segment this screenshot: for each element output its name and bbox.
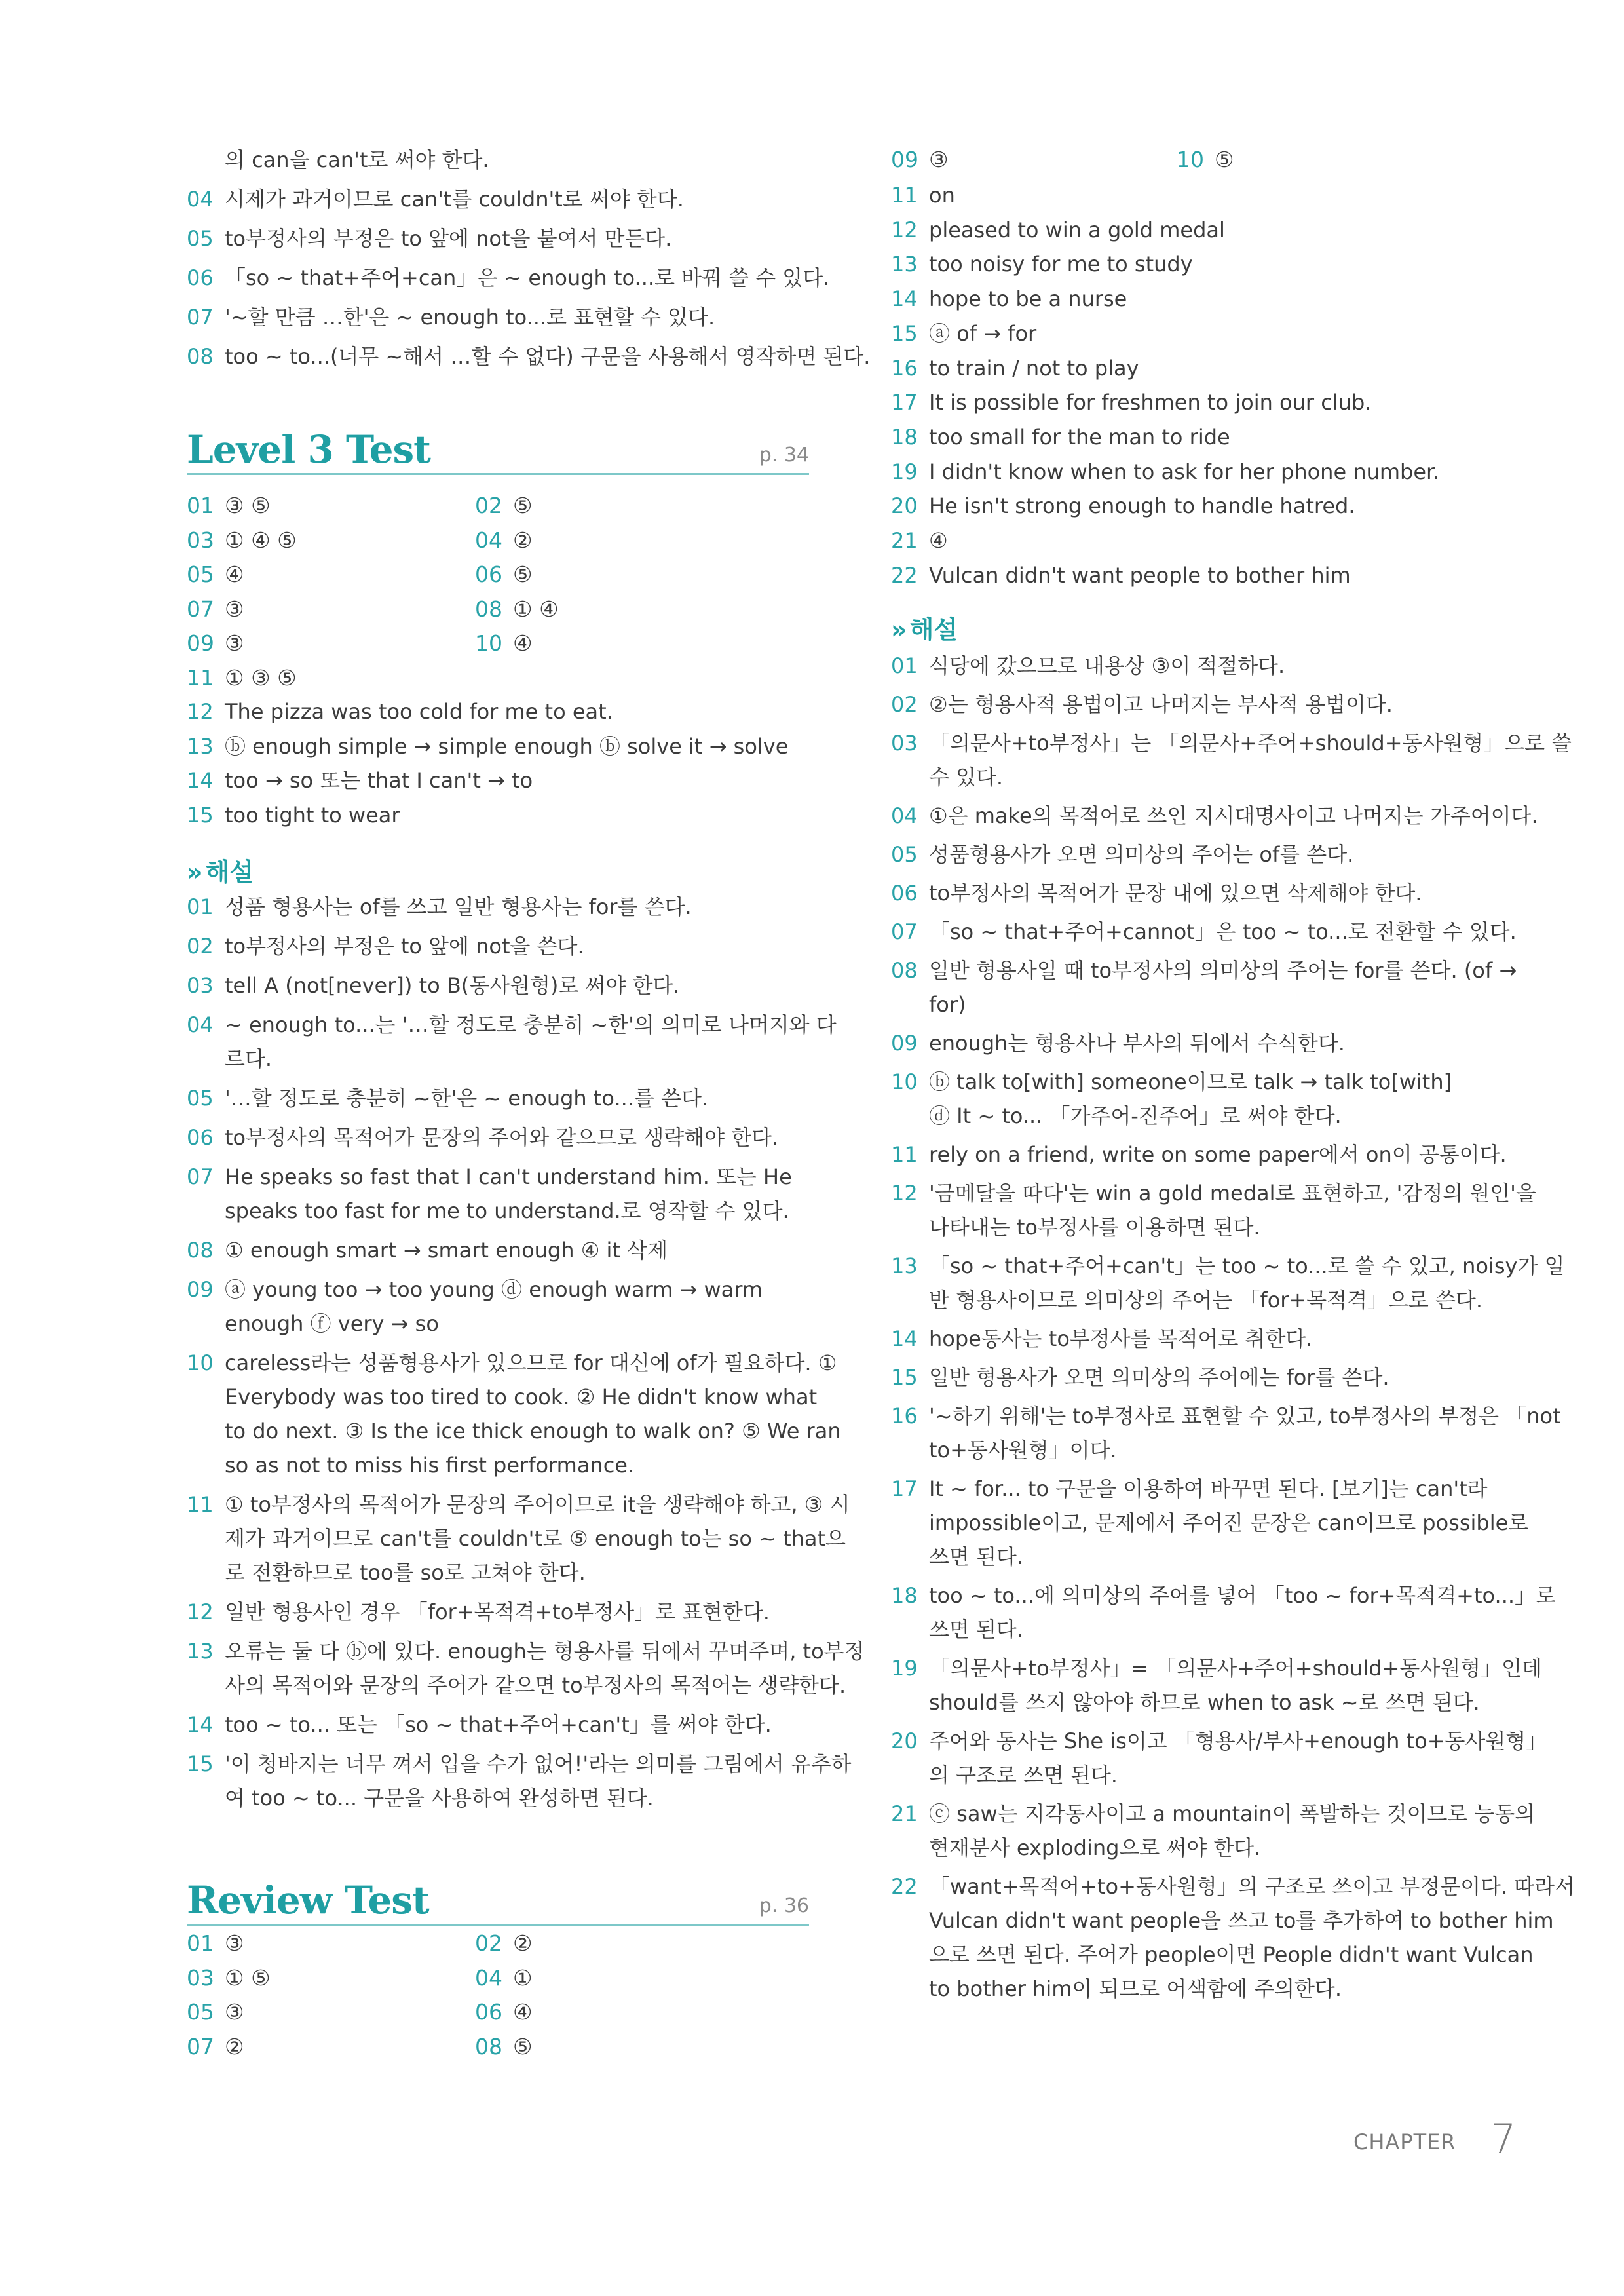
item-number: 21 [891, 1801, 918, 1826]
explanation-text: so as not to miss his first performance. [225, 1453, 635, 1478]
answer-item [187, 630, 244, 657]
answer-item [187, 1999, 244, 2025]
answer-number: 06 [475, 562, 502, 587]
answer-item [475, 2034, 533, 2060]
explanation-text: should를 쓰지 않아야 하므로 when to ask ~로 쓰면 된다. [929, 1690, 1480, 1715]
item-number: 10 [891, 1069, 918, 1094]
explanation-text: tell A (not[never]) to B(동사원형)로 써야 한다. [225, 973, 680, 998]
item-number: 06 [187, 265, 214, 290]
answer-text: ⓐ of → for [929, 320, 1037, 346]
explanation-text: 식당에 갔으므로 내용상 ③이 적절하다. [929, 653, 1285, 678]
answer-value: ④ [513, 1999, 533, 2025]
explanation-text: 성품 형용사는 of를 쓰고 일반 형용사는 for를 쓴다. [225, 894, 692, 919]
item-number: 12 [891, 1181, 918, 1206]
explanation-text: '~하기 위해'는 to부정사로 표현할 수 있고, to부정사의 부정은 「not [929, 1404, 1561, 1428]
explanation-text: 의 구조로 쓰면 된다. [929, 1763, 1118, 1788]
explanation-text: 일반 형용사가 오면 의미상의 주어에는 for를 쓴다. [929, 1365, 1389, 1390]
explanation-text: 여 too ~ to... 구문을 사용하여 완성하면 된다. [225, 1786, 654, 1810]
answer-number: 10 [1177, 147, 1204, 172]
explanation-text: ⓐ young too → too young ⓓ enough warm → warm [225, 1277, 763, 1302]
answer-value: ① ⑤ [225, 1964, 271, 1991]
double-chevron-icon: » [891, 615, 902, 644]
answer-number: 05 [187, 1999, 214, 2025]
explanation-text: ②는 형용사적 용법이고 나머지는 부사적 용법이다. [929, 692, 1393, 717]
explanation-text: 로 전환하므로 too를 so로 고쳐야 한다. [225, 1560, 586, 1585]
answer-item [187, 562, 244, 588]
item-number: 01 [891, 653, 918, 678]
item-number: 08 [187, 344, 214, 369]
answer-number: 12 [187, 699, 214, 724]
answer-item [475, 1999, 533, 2025]
item-number: 20 [891, 1729, 918, 1753]
item-number: 05 [187, 226, 214, 251]
explanation-text: 쓰면 된다. [929, 1617, 1023, 1642]
item-number: 14 [891, 1326, 918, 1351]
explanation-text: ~ enough to...는 '…할 정도로 충분히 ~한'의 의미로 나머지와 다 [225, 1012, 837, 1037]
answer-number: 11 [187, 664, 214, 691]
explanation-text: ⓒ saw는 지각동사이고 a mountain이 폭발하는 것이므로 능동의 [929, 1801, 1536, 1826]
answer-text: too small for the man to ride [929, 424, 1230, 450]
answer-number: 02 [475, 1930, 502, 1956]
answer-value: ④ [225, 562, 244, 587]
item-number: 07 [187, 1164, 214, 1189]
answer-value: ③ [929, 147, 949, 172]
answer-value: ⑤ [513, 2033, 533, 2059]
answer-number: 14 [187, 768, 214, 793]
answer-number: 16 [891, 355, 918, 381]
answer-value: ③ [225, 596, 244, 622]
answer-item [187, 1930, 244, 1957]
answer-number: 01 [187, 1930, 214, 1956]
explanation-text: 「so ~ that+주어+cannot」은 too ~ to...로 전환할 수 있다. [929, 919, 1517, 944]
answer-item [475, 562, 533, 588]
item-number: 03 [891, 731, 918, 756]
answer-number: 09 [187, 630, 214, 656]
answer-number: 06 [475, 1999, 502, 2025]
explanation-text: 일반 형용사인 경우 「for+목적격+to부정사」로 표현한다. [225, 1599, 770, 1624]
explanation-text: ⓓ It ~ to... 「가주어-진주어」로 써야 한다. [929, 1103, 1342, 1128]
answer-text: ⓑ enough simple → simple enough ⓑ solve it → solve [225, 733, 789, 759]
explanation-text: He speaks so fast that I can't understand him. 또는 He [225, 1164, 792, 1189]
answer-number: 14 [891, 286, 918, 312]
answer-number: 19 [891, 459, 918, 484]
answer-number: 20 [891, 493, 918, 519]
answer-number: 13 [187, 733, 214, 759]
answer-number: 08 [475, 596, 502, 622]
answer-item [475, 527, 533, 554]
item-number: 03 [187, 973, 214, 998]
answer-number: 03 [187, 1964, 214, 1991]
answer-number: 09 [891, 147, 918, 172]
answer-item [187, 665, 297, 691]
answer-number: 11 [891, 183, 918, 208]
explanation-text: to do next. ③ Is the ice thick enough to walk on? ⑤ We ran [225, 1419, 841, 1444]
answer-number: 21 [891, 528, 918, 553]
answer-item [187, 527, 297, 554]
review-title-bar [187, 1875, 809, 1926]
explanation-text: to부정사의 목적어가 문장의 주어와 같으므로 생략해야 한다. [225, 1125, 779, 1150]
explanation-text: 일반 형용사일 때 to부정사의 의미상의 주어는 for를 쓴다. (of → [929, 958, 1517, 983]
answer-value: ③ [225, 1999, 244, 2025]
answer-text: The pizza was too cold for me to eat. [225, 699, 613, 724]
item-number: 08 [891, 958, 918, 983]
item-number: 13 [187, 1639, 214, 1664]
explanation-text: to+동사원형」이다. [929, 1438, 1117, 1463]
explanation-text: 「의문사+to부정사」는 「의문사+주어+should+동사원형」으로 쓸 [929, 731, 1572, 756]
answer-number: 13 [891, 252, 918, 277]
review-explanation-heading: » 해설 [891, 615, 958, 644]
answer-number: 04 [475, 1964, 502, 1991]
explanation-text: 으로 쓰면 된다. 주어가 people이면 People didn't want Vulcan [929, 1942, 1534, 1967]
explanation-text: too ~ to...(너무 ~해서 …할 수 없다) 구문을 사용해서 영작하면 된다. [225, 344, 871, 369]
item-number: 13 [891, 1253, 918, 1278]
answer-item [475, 1965, 533, 1991]
footer-chapter-label: CHAPTER [1353, 2130, 1456, 2154]
answer-item [187, 1965, 271, 1991]
explanation-text: rely on a friend, write on some paper에서 on이 공통이다. [929, 1142, 1507, 1167]
answer-item [1177, 147, 1234, 173]
explanation-text: 주어와 동사는 She is이고 「형용사/부사+enough to+동사원형」 [929, 1729, 1547, 1753]
explanation-text: ①은 make의 목적어로 쓰인 지시대명사이고 나머지는 가주어이다. [929, 803, 1538, 828]
answer-item [475, 596, 559, 622]
answer-value: ③ [225, 1930, 244, 1956]
level3-explanation-heading: » 해설 [187, 858, 254, 887]
answer-text: It is possible for freshmen to join our club. [929, 390, 1372, 415]
answer-number: 10 [475, 630, 502, 656]
answer-text: I didn't know when to ask for her phone number. [929, 459, 1440, 484]
explanation-text: 성품형용사가 오면 의미상의 주어는 of를 쓴다. [929, 842, 1354, 867]
explanation-text: 현재분사 exploding으로 써야 한다. [929, 1835, 1261, 1860]
explanation-text: enough는 형용사나 부사의 뒤에서 수식한다. [929, 1031, 1345, 1056]
answer-number: 17 [891, 390, 918, 415]
answer-item [475, 1930, 533, 1957]
explanation-text: '…할 정도로 충분히 ~한'은 ~ enough to...를 쓴다. [225, 1086, 709, 1111]
item-number: 01 [187, 894, 214, 919]
item-number: 02 [891, 692, 918, 717]
answer-number: 07 [187, 2033, 214, 2059]
item-number: 05 [891, 842, 918, 867]
item-number: 22 [891, 1874, 918, 1899]
answer-value: ⑤ [1215, 147, 1234, 172]
explanation-text: 수 있다. [929, 765, 1004, 790]
continued-line: 의 can을 can't로 써야 한다. [225, 147, 489, 172]
item-number: 14 [187, 1712, 214, 1737]
explanation-text: '이 청바지는 너무 껴서 입을 수가 없어!'라는 의미를 그림에서 유추하 [225, 1751, 852, 1776]
item-number: 08 [187, 1238, 214, 1263]
explanation-text: enough ⓕ very → so [225, 1311, 439, 1336]
answer-value: ① ④ [513, 596, 559, 622]
answer-number: 03 [187, 527, 214, 553]
level3-title-bar [187, 425, 809, 475]
answer-number: 15 [891, 320, 918, 346]
item-number: 07 [187, 305, 214, 330]
item-number: 17 [891, 1476, 918, 1501]
answer-text: too → so 또는 that I can't → to [225, 768, 533, 793]
answer-number: 22 [891, 562, 918, 588]
item-number: 18 [891, 1583, 918, 1608]
explanation-text: 쓰면 된다. [929, 1544, 1023, 1569]
explanation-text: '금메달을 따다'는 win a gold medal로 표현하고, '감정의 원인'을 [929, 1181, 1536, 1206]
answer-item [475, 630, 533, 657]
answer-item [187, 493, 271, 519]
answer-text: pleased to win a gold medal [929, 217, 1225, 242]
answer-value: ⑤ [513, 562, 533, 587]
page-ref: p. 34 [759, 444, 809, 467]
explanation-text: Everybody was too tired to cook. ② He didn't know what [225, 1385, 818, 1409]
answer-text: Vulcan didn't want people to bother him [929, 562, 1351, 588]
explanation-text: 「so ~ that+주어+can't」는 too ~ to...로 쓸 수 있고, noisy가 일 [929, 1253, 1565, 1278]
item-number: 02 [187, 934, 214, 959]
section-title: Review Test [187, 1878, 429, 1923]
answer-value: ⑤ [513, 493, 533, 518]
explanation-text: It ~ for... to 구문을 이용하여 바꾸면 된다. [보기]는 can't라 [929, 1476, 1488, 1501]
explanation-text: too ~ to... 또는 「so ~ that+주어+can't」를 써야 한다. [225, 1712, 772, 1737]
item-number: 07 [891, 919, 918, 944]
item-number: 10 [187, 1350, 214, 1375]
explanation-text: 반 형용사이므로 의미상의 주어는 「for+목적격」으로 쓴다. [929, 1288, 1482, 1312]
item-number: 15 [891, 1365, 918, 1390]
answer-number: 18 [891, 424, 918, 450]
answer-value: ① ③ ⑤ [225, 664, 297, 691]
answer-item [891, 147, 949, 173]
item-number: 19 [891, 1656, 918, 1681]
answer-number: 02 [475, 493, 502, 518]
answer-number: 04 [475, 527, 502, 553]
item-number: 06 [187, 1125, 214, 1150]
answer-text: He isn't strong enough to handle hatred. [929, 493, 1355, 519]
item-number: 04 [891, 803, 918, 828]
answer-value: ③ [225, 630, 244, 656]
footer-page-number: 7 [1490, 2115, 1517, 2163]
answer-number: 01 [187, 493, 214, 518]
answer-text: too noisy for me to study [929, 252, 1193, 277]
item-number: 11 [891, 1142, 918, 1167]
answer-item [187, 2034, 244, 2060]
explanation-text: 제가 과거이므로 can't를 couldn't로 ⑤ enough to는 so ~ that으 [225, 1526, 846, 1551]
explanation-text: impossible이고, 문제에서 주어진 문장은 can이므로 possible로 [929, 1510, 1529, 1535]
item-number: 11 [187, 1492, 214, 1517]
explanation-text: ⓑ talk to[with] someone이므로 talk → talk to[with] [929, 1069, 1452, 1094]
section-title: Level 3 Test [187, 427, 430, 472]
answer-value: ① [513, 1964, 533, 1991]
answer-number: 15 [187, 802, 214, 828]
answer-text: ④ [929, 528, 948, 553]
explanation-text: for) [929, 992, 966, 1017]
explanation-text: to부정사의 부정은 to 앞에 not을 붙여서 만든다. [225, 226, 672, 251]
answer-item [475, 493, 533, 519]
answer-text: hope to be a nurse [929, 286, 1127, 312]
explanation-text: Vulcan didn't want people을 쓰고 to를 추가하여 to bother him [929, 1908, 1554, 1933]
item-number: 16 [891, 1404, 918, 1428]
explanation-text: too ~ to...에 의미상의 주어를 넣어 「too ~ for+목적격+to...」로 [929, 1583, 1556, 1608]
explanation-text: 시제가 과거이므로 can't를 couldn't로 써야 한다. [225, 187, 684, 212]
answer-number: 07 [187, 596, 214, 622]
answer-number: 08 [475, 2033, 502, 2059]
explanation-text: to부정사의 부정은 to 앞에 not을 쓴다. [225, 934, 584, 959]
explanation-text: 사의 목적어와 문장의 주어가 같으면 to부정사의 목적어는 생략한다. [225, 1673, 846, 1698]
answer-value: ④ [513, 630, 533, 656]
item-number: 15 [187, 1751, 214, 1776]
item-number: 09 [187, 1277, 214, 1302]
explanation-text: to bother him이 되므로 어색함에 주의한다. [929, 1976, 1342, 2001]
answer-value: ② [513, 527, 533, 553]
explanation-text: to부정사의 목적어가 문장 내에 있으면 삭제해야 한다. [929, 881, 1422, 906]
item-number: 04 [187, 187, 214, 212]
answer-text: too tight to wear [225, 802, 400, 828]
explanation-text: 「so ~ that+주어+can」은 ~ enough to...로 바꿔 쓸 수 있다. [225, 265, 830, 290]
item-number: 06 [891, 881, 918, 906]
answer-value: ① ④ ⑤ [225, 527, 297, 553]
item-number: 09 [891, 1031, 918, 1056]
item-number: 12 [187, 1599, 214, 1624]
answer-number: 12 [891, 217, 918, 242]
explanation-text: 르다. [225, 1046, 272, 1071]
answer-text: to train / not to play [929, 355, 1139, 381]
answer-item [187, 596, 244, 622]
explanation-text: 오류는 둘 다 ⓑ에 있다. enough는 형용사를 뒤에서 꾸며주며, to부정 [225, 1639, 865, 1664]
explanation-text: 「want+목적어+to+동사원형」의 구조로 쓰이고 부정문이다. 따라서 [929, 1874, 1576, 1899]
explanation-text: careless라는 성품형용사가 있으므로 for 대신에 of가 필요하다. ① [225, 1350, 837, 1375]
item-number: 04 [187, 1012, 214, 1037]
answer-number: 05 [187, 562, 214, 587]
explanation-text: ① enough smart → smart enough ④ it 삭제 [225, 1238, 668, 1263]
answer-value: ② [513, 1930, 533, 1956]
answer-value: ② [225, 2033, 244, 2059]
explanation-text: 나타내는 to부정사를 이용하면 된다. [929, 1215, 1260, 1240]
item-number: 05 [187, 1086, 214, 1111]
explanation-text: 「의문사+to부정사」= 「의문사+주어+should+동사원형」인데 [929, 1656, 1542, 1681]
page-ref: p. 36 [759, 1894, 809, 1917]
answer-value: ③ ⑤ [225, 493, 271, 518]
explanation-text: '~할 만큼 …한'은 ~ enough to...로 표현할 수 있다. [225, 305, 715, 330]
explanation-text: hope동사는 to부정사를 목적어로 취한다. [929, 1326, 1313, 1351]
double-chevron-icon: » [187, 858, 198, 887]
answer-text: on [929, 183, 955, 208]
explanation-text: ① to부정사의 목적어가 문장의 주어이므로 it을 생략해야 하고, ③ 시 [225, 1492, 850, 1517]
explanation-text: speaks too fast for me to understand.로 영작할 수 있다. [225, 1198, 789, 1223]
